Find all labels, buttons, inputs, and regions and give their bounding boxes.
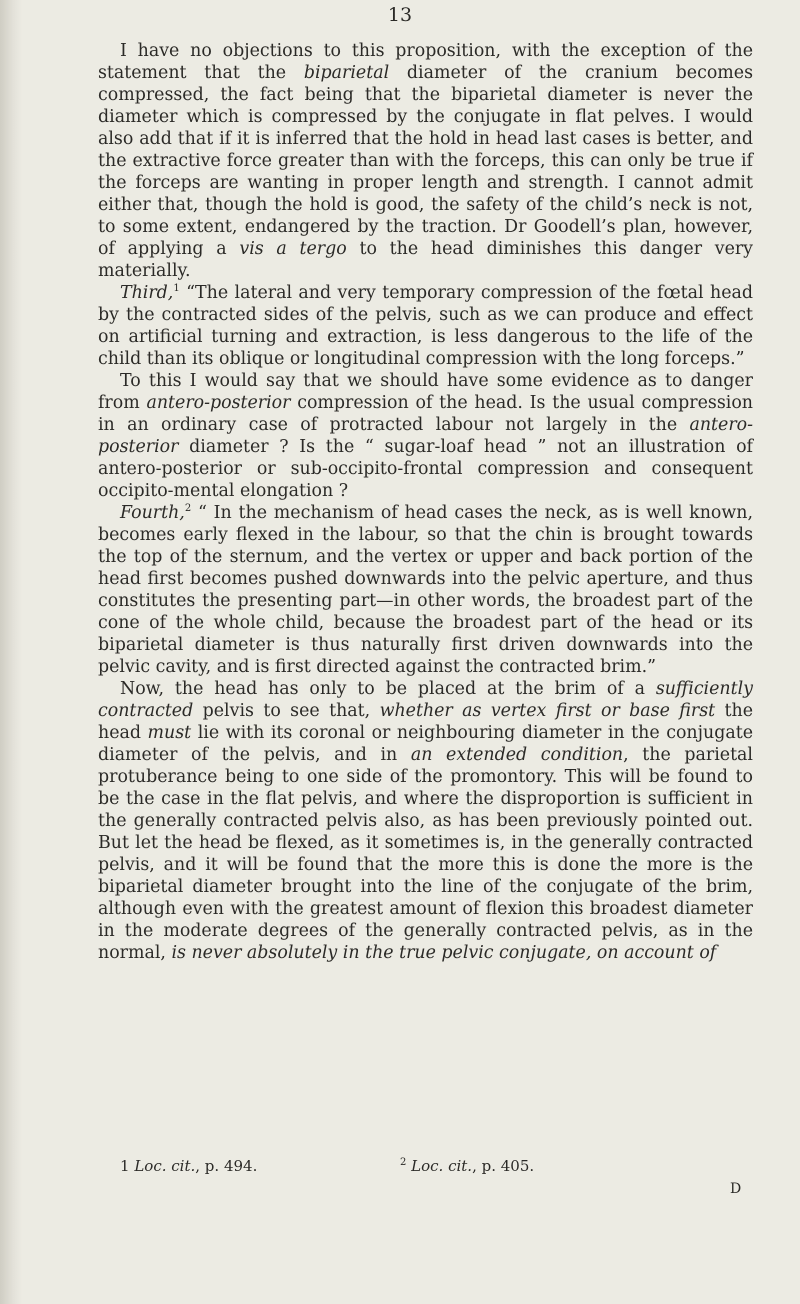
italic-text: sufficiently contracted <box>98 679 753 721</box>
paragraph <box>98 40 753 282</box>
italic-text: antero-posterior <box>98 415 753 457</box>
italic-text: must <box>147 723 192 743</box>
italic-text: is never absolutely in the true pelvic conjugate, on account of <box>171 943 717 963</box>
italic-text: Fourth, <box>120 503 185 523</box>
footnote-2: $^2$ Loc. cit., p. 405. <box>400 1157 535 1175</box>
paragraph <box>98 502 753 678</box>
text-run: to the head diminishes this danger very materially. <box>98 239 753 281</box>
signature-mark: D <box>730 1181 742 1197</box>
text-run: “ In the mechanism of head cases the neck, as is well known, becomes early flexed in the labour, so that the chin is brought towards the top of the sternum, and the vertex or upper and back portion of the head first becomes pushed downwards into the pelvic aperture, and thus constitutes the presenting part—in other words, the broadest part of the cone of the whole child, because the broadest part of the head or its biparietal diameter is thus naturally first driven downwards into the pelvic cavity, and is first directed against the contracted brim.” <box>98 503 753 677</box>
page-number: 13 <box>387 4 413 26</box>
text-run: “The lateral and very temporary compression of the fœtal head by the contracted sides of the pelvis, such as we can produce and effect on artificial turning and extraction, is less dangerous to the life of the child than its oblique or longitudinal compression with the long forceps.” <box>98 283 753 369</box>
paragraph <box>98 370 753 502</box>
italic-text: an extended condition <box>410 745 624 765</box>
italic-text: Third, <box>120 283 174 303</box>
paragraph <box>98 678 753 964</box>
footnote-ref: 1 <box>173 283 180 295</box>
italic-text: biparietal <box>303 63 390 83</box>
italic-text: whether as vertex first or base first <box>379 701 716 721</box>
text-run: pelvis to see that, <box>193 701 380 721</box>
paragraph <box>98 282 753 370</box>
italic-text: vis a tergo <box>239 239 347 259</box>
text-run: I have no objections to this proposition, with the exception of the statement that the <box>98 41 753 83</box>
footnote-ref: 2 <box>184 503 192 515</box>
text-run: compression of the head. Is the usual compression in an ordinary case of protracted labour not largely in the <box>98 393 753 435</box>
text-run: the head <box>98 701 753 743</box>
footnotes <box>120 1157 680 1175</box>
text-run: diameter ? Is the “ sugar-loaf head ” not an illustration of antero-posterior or sub-occipito-frontal compression and consequent occipito-mental elongation ? <box>98 437 753 501</box>
italic-text: antero-posterior <box>146 393 291 413</box>
body-text <box>98 40 753 964</box>
text-run: diameter of the cranium becomes compressed, the fact being that the biparietal diameter is never the diameter which is compressed by the conjugate in flat pelves. I would also add that if it is inferred that the hold in head last cases is better, and the extractive force greater than with the forceps, this can only be true if the forceps are wanting in proper length and strength. I cannot admit either that, though the hold is good, the safety of the child’s neck is not, to some extent, endangered by the traction. Dr Goodell’s plan, however, of applying a <box>98 63 753 259</box>
page-spine-shadow <box>0 0 22 1304</box>
text-run: Now, the head has only to be placed at the brim of a <box>120 679 656 699</box>
footnote-1: 1 Loc. cit., p. 494. <box>120 1157 258 1175</box>
text-run: To this I would say that we should have some evidence as to danger from <box>98 371 753 413</box>
text-run: , the parietal protuberance being to one side of the promontory. This will be found to be the case in the flat pelvis, and where the disproportion is sufficient in the generally contracted pelvis also, as has been previously pointed out. But let the head be flexed, as it sometimes is, in the generally contracted pelvis, and it will be found that the more this is done the more is the biparietal diameter brought into the line of the conjugate of the brim, although even with the greatest amount of flexion this broadest diameter in the moderate degrees of the generally contracted pelvis, as in the normal, <box>98 745 753 963</box>
text-run: lie with its coronal or neighbouring diameter in the conjugate diameter of the pelvis, and in <box>98 723 753 765</box>
